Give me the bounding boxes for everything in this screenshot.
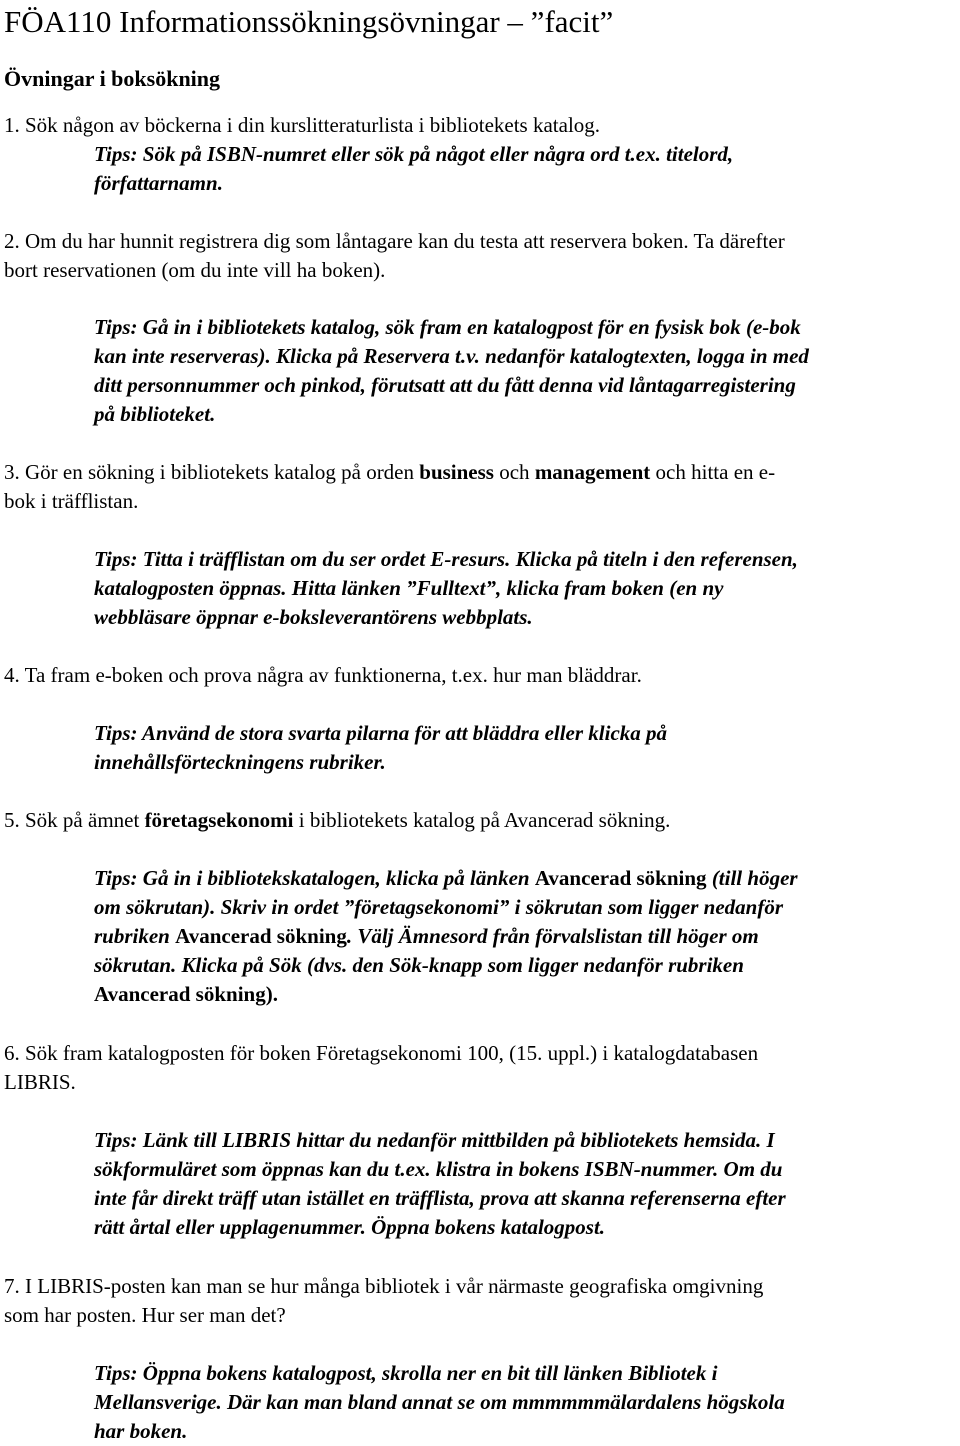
exercise-5-tip-part: rubriken [94, 924, 176, 948]
exercise-3-tip-line: katalogposten öppnas. Hitta länken ”Fulltext”, klicka fram boken (en ny [94, 576, 724, 600]
exercise-5-tip-part: (till höger [706, 866, 798, 890]
exercise-5-tip-part: Tips: Gå in i bibliotekskatalogen, klicka på länken [94, 866, 535, 890]
exercise-5-tip-part: ). [265, 982, 278, 1006]
avancerad-sokning-term: Avancerad sökning [94, 982, 266, 1006]
exercise-2-tip-line: ditt personnummer och pinkod, förutsatt att du fått denna vid låntagarregistering [94, 373, 796, 397]
exercise-7-text: 7. I LIBRIS-posten kan man se hur många bibliotek i vår närmaste geografiska omgivning [4, 1274, 764, 1298]
exercise-4-text: 4. Ta fram e-boken och prova några av funktionerna, t.ex. hur man bläddrar. [4, 663, 642, 687]
exercise-5-text-part: 5. Sök på ämnet [4, 808, 145, 832]
exercise-3-text-part: och [493, 460, 535, 484]
exercise-5-tip-line [94, 980, 278, 1009]
exercise-5-text-part: i bibliotekets katalog på Avancerad sökning. [293, 808, 671, 832]
exercise-7-text: som har posten. Hur ser man det? [4, 1303, 286, 1327]
exercise-5-tip-line: sökrutan. Klicka på Sök (dvs. den Sök-knapp som ligger nedanför rubriken [94, 953, 744, 977]
exercise-6-text: LIBRIS. [4, 1070, 76, 1094]
exercise-5-tip-line: om sökrutan). Skriv in ordet ”företagsekonomi” i sökrutan som ligger nedanför [94, 895, 784, 919]
exercise-2-tip-line: på biblioteket. [94, 402, 216, 426]
section-heading: Övningar i boksökning [4, 66, 221, 91]
search-term-business: business [419, 460, 494, 484]
exercise-3-text-part: 3. Gör en sökning i bibliotekets katalog på orden [4, 460, 420, 484]
exercise-3-text-part: och hitta en e- [650, 460, 776, 484]
exercise-2-tip-line: Tips: Gå in i bibliotekets katalog, sök fram en katalogpost för en fysisk bok (e-bok [94, 315, 801, 339]
search-term-foretagsekonomi: företagsekonomi [144, 808, 294, 832]
exercise-5-tip-line [94, 864, 798, 893]
avancerad-sokning-term: Avancerad sökning [534, 866, 707, 890]
exercise-5-tip-part: . Välj Ämnesord från förvalslistan till höger om [346, 924, 759, 948]
exercise-2-tip-line: kan inte reserveras). Klicka på Reservera t.v. nedanför katalogtexten, logga in med [94, 344, 809, 368]
exercise-6-tip-line: inte får direkt träff utan istället en träfflista, prova att skanna referenserna efter [94, 1186, 786, 1210]
exercise-7-tip-line: Mellansverige. Där kan man bland annat se om mmmmmmälardalens högskola [94, 1390, 785, 1414]
exercise-4-tip-line: Tips: Använd de stora svarta pilarna för att bläddra eller klicka på [94, 721, 668, 745]
exercise-6-text: 6. Sök fram katalogposten för boken Företagsekonomi 100, (15. uppl.) i katalogdatabasen [4, 1041, 759, 1065]
exercise-2-text: 2. Om du har hunnit registrera dig som låntagare kan du testa att reservera boken. Ta därefter [4, 229, 785, 253]
exercise-5-tip-line [94, 922, 759, 951]
search-term-management: management [534, 460, 651, 484]
exercise-7-tip-line: har boken. [94, 1419, 188, 1443]
avancerad-sokning-term: Avancerad sökning [175, 924, 347, 948]
document-title: FÖA110 Informationssökningsövningar – ”facit” [4, 4, 614, 39]
exercise-7-tip-line: Tips: Öppna bokens katalogpost, skrolla ner en bit till länken Bibliotek i [94, 1361, 718, 1385]
exercise-1-tip-line: författarnamn. [94, 171, 223, 195]
exercise-2-text: bort reservationen (om du inte vill ha boken). [4, 258, 386, 282]
exercise-3-tip-line: Tips: Titta i träfflistan om du ser ordet E-resurs. Klicka på titeln i den referensen, [94, 547, 798, 571]
exercise-6-tip-line: Tips: Länk till LIBRIS hittar du nedanför mittbilden på bibliotekets hemsida. I [94, 1128, 775, 1152]
exercise-3-text [4, 458, 775, 487]
exercise-1-text: 1. Sök någon av böckerna i din kurslitteraturlista i bibliotekets katalog. [4, 113, 601, 137]
exercise-6-tip-line: rätt årtal eller upplagenummer. Öppna bokens katalogpost. [94, 1215, 606, 1239]
exercise-3-text: bok i träfflistan. [4, 489, 139, 513]
exercise-4-tip-line: innehållsförteckningens rubriker. [94, 750, 386, 774]
exercise-1-tip-line: Tips: Sök på ISBN-numret eller sök på något eller några ord t.ex. titelord, [94, 142, 734, 166]
exercise-5-text [4, 806, 670, 835]
exercise-3-tip-line: webbläsare öppnar e-boksleverantörens webbplats. [94, 605, 533, 629]
exercise-6-tip-line: sökformuläret som öppnas kan du t.ex. klistra in bokens ISBN-nummer. Om du [94, 1157, 783, 1181]
